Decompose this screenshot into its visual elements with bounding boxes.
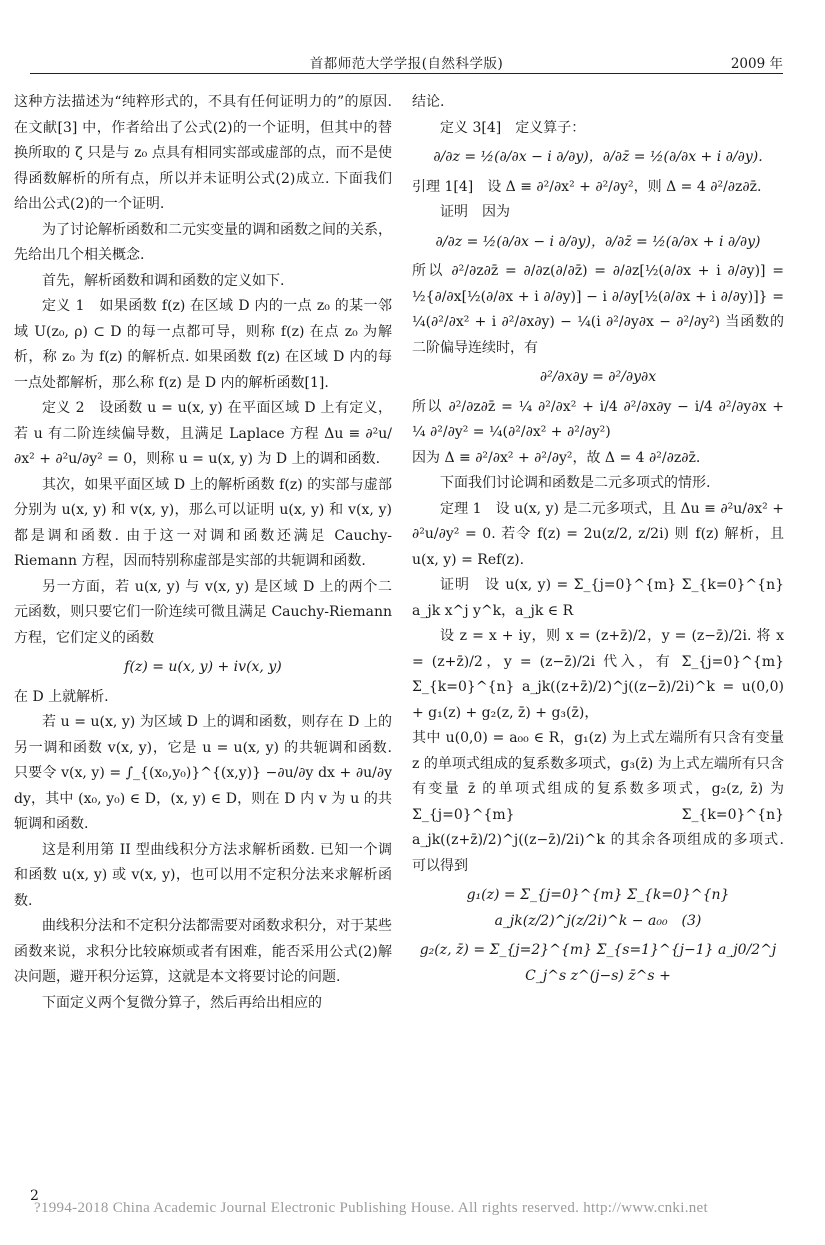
proof-label: 证明 因为 (440, 204, 510, 220)
paragraph: 为了讨论解析函数和二元实变量的调和函数之间的关系，先给出几个相关概念. (14, 221, 392, 263)
paragraph: 若 u = u(x, y) 为区域 D 上的调和函数，则存在 D 上的另一调和函数 v(x, y)，它是 u = u(x, y) 的共轭调和函数. 只要令 v(x, y) = ∫_{(x₀,y₀)}^{(x,y)} −∂u/∂y dx + ∂u/∂y dy，其中 (x₀, y₀) ∈ D，(x, y) ∈ D，则在 D 内 v 为 u 的共轭调和函数. (14, 714, 392, 832)
equation-3: g₁(z) = Σ_{j=0}^{m} Σ_{k=0}^{n} a_jk(z/2)^j(z/2i)^k − a₀₀ (3) (466, 887, 730, 929)
lemma-1: 引理 1[4] 设 Δ ≡ ∂²/∂x² + ∂²/∂y²，则 Δ = 4 ∂²/∂z∂z̄. (412, 178, 762, 195)
formula: f(z) = u(x, y) + iv(x, y) (124, 659, 282, 675)
left-column (14, 90, 392, 1016)
derivation: 所以 ∂²/∂z∂z̄ = ¼ ∂²/∂x² + i/4 ∂²/∂x∂y − i/4 ∂²/∂y∂x + ¼ ∂²/∂y² = ¼(∂²/∂x² + ∂²/∂y²) (412, 398, 784, 440)
paragraph: 这种方法描述为“纯粹形式的，不具有任何证明力的”的原因. 在文献[3] 中，作者给出了公式(2)的一个证明，但其中的替换所取的 ζ 只是与 z₀ 点具有相同实部或虚部的点，而不是使得函数解析的所有点，所以并未证明公式(2)成立. 下面我们给出公式(2)的一个证明. (14, 94, 392, 212)
formula: ∂/∂z = ½(∂/∂x − i ∂/∂y)，∂/∂z̄ = ½(∂/∂x + i ∂/∂y) (435, 233, 761, 250)
definition-3: 定义 3[4] 定义算子： (440, 119, 586, 136)
page-number: 2 (30, 1188, 39, 1204)
journal-title: 首都师范大学学报(自然科学版) (309, 56, 504, 72)
paragraph: 首先，解析函数和调和函数的定义如下. (42, 272, 285, 289)
formula: g₂(z, z̄) = Σ_{j=2}^{m} Σ_{s=1}^{j−1} a_j0/2^j C_j^s z^(j−s) z̄^s + (419, 942, 777, 984)
paragraph: 其次，如果平面区域 D 上的解析函数 f(z) 的实部与虚部分别为 u(x, y) 和 v(x, y)，那么可以证明 u(x, y) 和 v(x, y) 都是调和函数. 由于这一对调和函数还满足 Cauchy-Riemann 方程，因而特别称虚部是实部的共轭调和函数. (14, 476, 392, 569)
paragraph: 这是利用第 II 型曲线积分方法求解析函数. 已知一个调和函数 u(x, y) 或 v(x, y)，也可以用不定积分法来求解析函数. (14, 841, 392, 909)
paragraph: 其中 u(0,0) = a₀₀ ∈ R，g₁(z) 为上式左端所有只含有变量 z 的单项式组成的复系数多项式，g₃(z̄) 为上式左端所有只含有变量 z̄ 的单项式组成的复系数多项式，g₂(z, z̄) 为 Σ_{j=0}^{m} Σ_{k=0}^{n} a_jk((z+z̄)/2)^j((z−z̄)/2i)^k 的其余各项组成的多项式. 可以得到 (412, 730, 784, 874)
formula: ∂/∂z = ½(∂/∂x − i ∂/∂y)，∂/∂z̄ = ½(∂/∂x + i ∂/∂y). (433, 149, 763, 165)
paragraph: 另一方面，若 u(x, y) 与 v(x, y) 是区域 D 上的两个二元函数，则只要它们一阶连续可微且满足 Cauchy-Riemann 方程，它们定义的函数 (14, 578, 392, 646)
formula: ∂²/∂x∂y = ∂²/∂y∂x (539, 369, 657, 385)
paragraph: 下面我们讨论调和函数是二元多项式的情形. (440, 475, 711, 491)
proof: 证明 设 u(x, y) = Σ_{j=0}^{m} Σ_{k=0}^{n} a_jk x^j y^k，a_jk ∈ R (412, 577, 784, 619)
paragraph: 设 z = x + iy，则 x = (z+z̄)/2，y = (z−z̄)/2i. 将 x = (z+z̄)/2，y = (z−z̄)/2i 代入，有 Σ_{j=0}^{m} Σ_{k=0}^{n} a_jk((z+z̄)/2)^j((z−z̄)/2i)^k = u(0,0) + g₁(z) + g₂(z, z̄) + g₃(z̄)， (412, 628, 784, 721)
derivation: 因为 Δ ≡ ∂²/∂x² + ∂²/∂y²，故 Δ = 4 ∂²/∂z∂z̄. (412, 449, 701, 466)
derivation: 所以 ∂²/∂z∂z̄ = ∂/∂z(∂/∂z̄) = ∂/∂z[½(∂/∂x + i ∂/∂y)] = ½{∂/∂x[½(∂/∂x + i ∂/∂y)] − i ∂/∂y[½(∂/∂x + i ∂/∂y)]} = ¼(∂²/∂x² + i ∂²/∂x∂y) − ¼(i ∂²/∂y∂x − ∂²/∂y²) 当函数的二阶偏导连续时，有 (412, 263, 784, 356)
paragraph: 结论. (412, 94, 445, 110)
running-header (30, 47, 783, 74)
copyright-footer: ?1994-2018 China Academic Journal Electronic Publishing House. All rights reserved. http://www.cnki.net (34, 1200, 708, 1216)
definition-2: 定义 2 设函数 u = u(x, y) 在平面区域 D 上有定义，若 u 有二阶连续偏导数，且满足 Laplace 方程 Δu ≡ ∂²u/∂x² + ∂²u/∂y² = 0，则称 u = u(x, y) 为 D 上的调和函数. (14, 400, 392, 467)
theorem-1: 定理 1 设 u(x, y) 是二元多项式，且 Δu ≡ ∂²u/∂x² + ∂²u/∂y² = 0. 若令 f(z) = 2u(z/2, z/2i) 则 f(z) 解析，且 u(x, y) = Ref(z). (412, 500, 784, 568)
journal-year: 2009 年 (730, 56, 783, 72)
paragraph: 在 D 上就解析. (14, 688, 109, 705)
right-column (412, 90, 784, 993)
definition-1: 定义 1 如果函数 f(z) 在区域 D 内的一点 z₀ 的某一邻域 U(z₀, ρ) ⊂ D 的每一点都可导，则称 f(z) 在点 z₀ 为解析，称 z₀ 为 f(z) 的解析点. 如果函数 f(z) 在区域 D 内的每一点处都解析，那么称 f(z) 是 D 内的解析函数[1]. (14, 298, 392, 391)
paragraph: 曲线积分法和不定积分法都需要对函数求积分，对于某些函数来说，求积分比较麻烦或者有困难，能否采用公式(2)解决问题，避开积分运算，这就是本文将要讨论的问题. (14, 918, 392, 985)
paragraph: 下面定义两个复微分算子，然后再给出相应的 (42, 994, 322, 1011)
